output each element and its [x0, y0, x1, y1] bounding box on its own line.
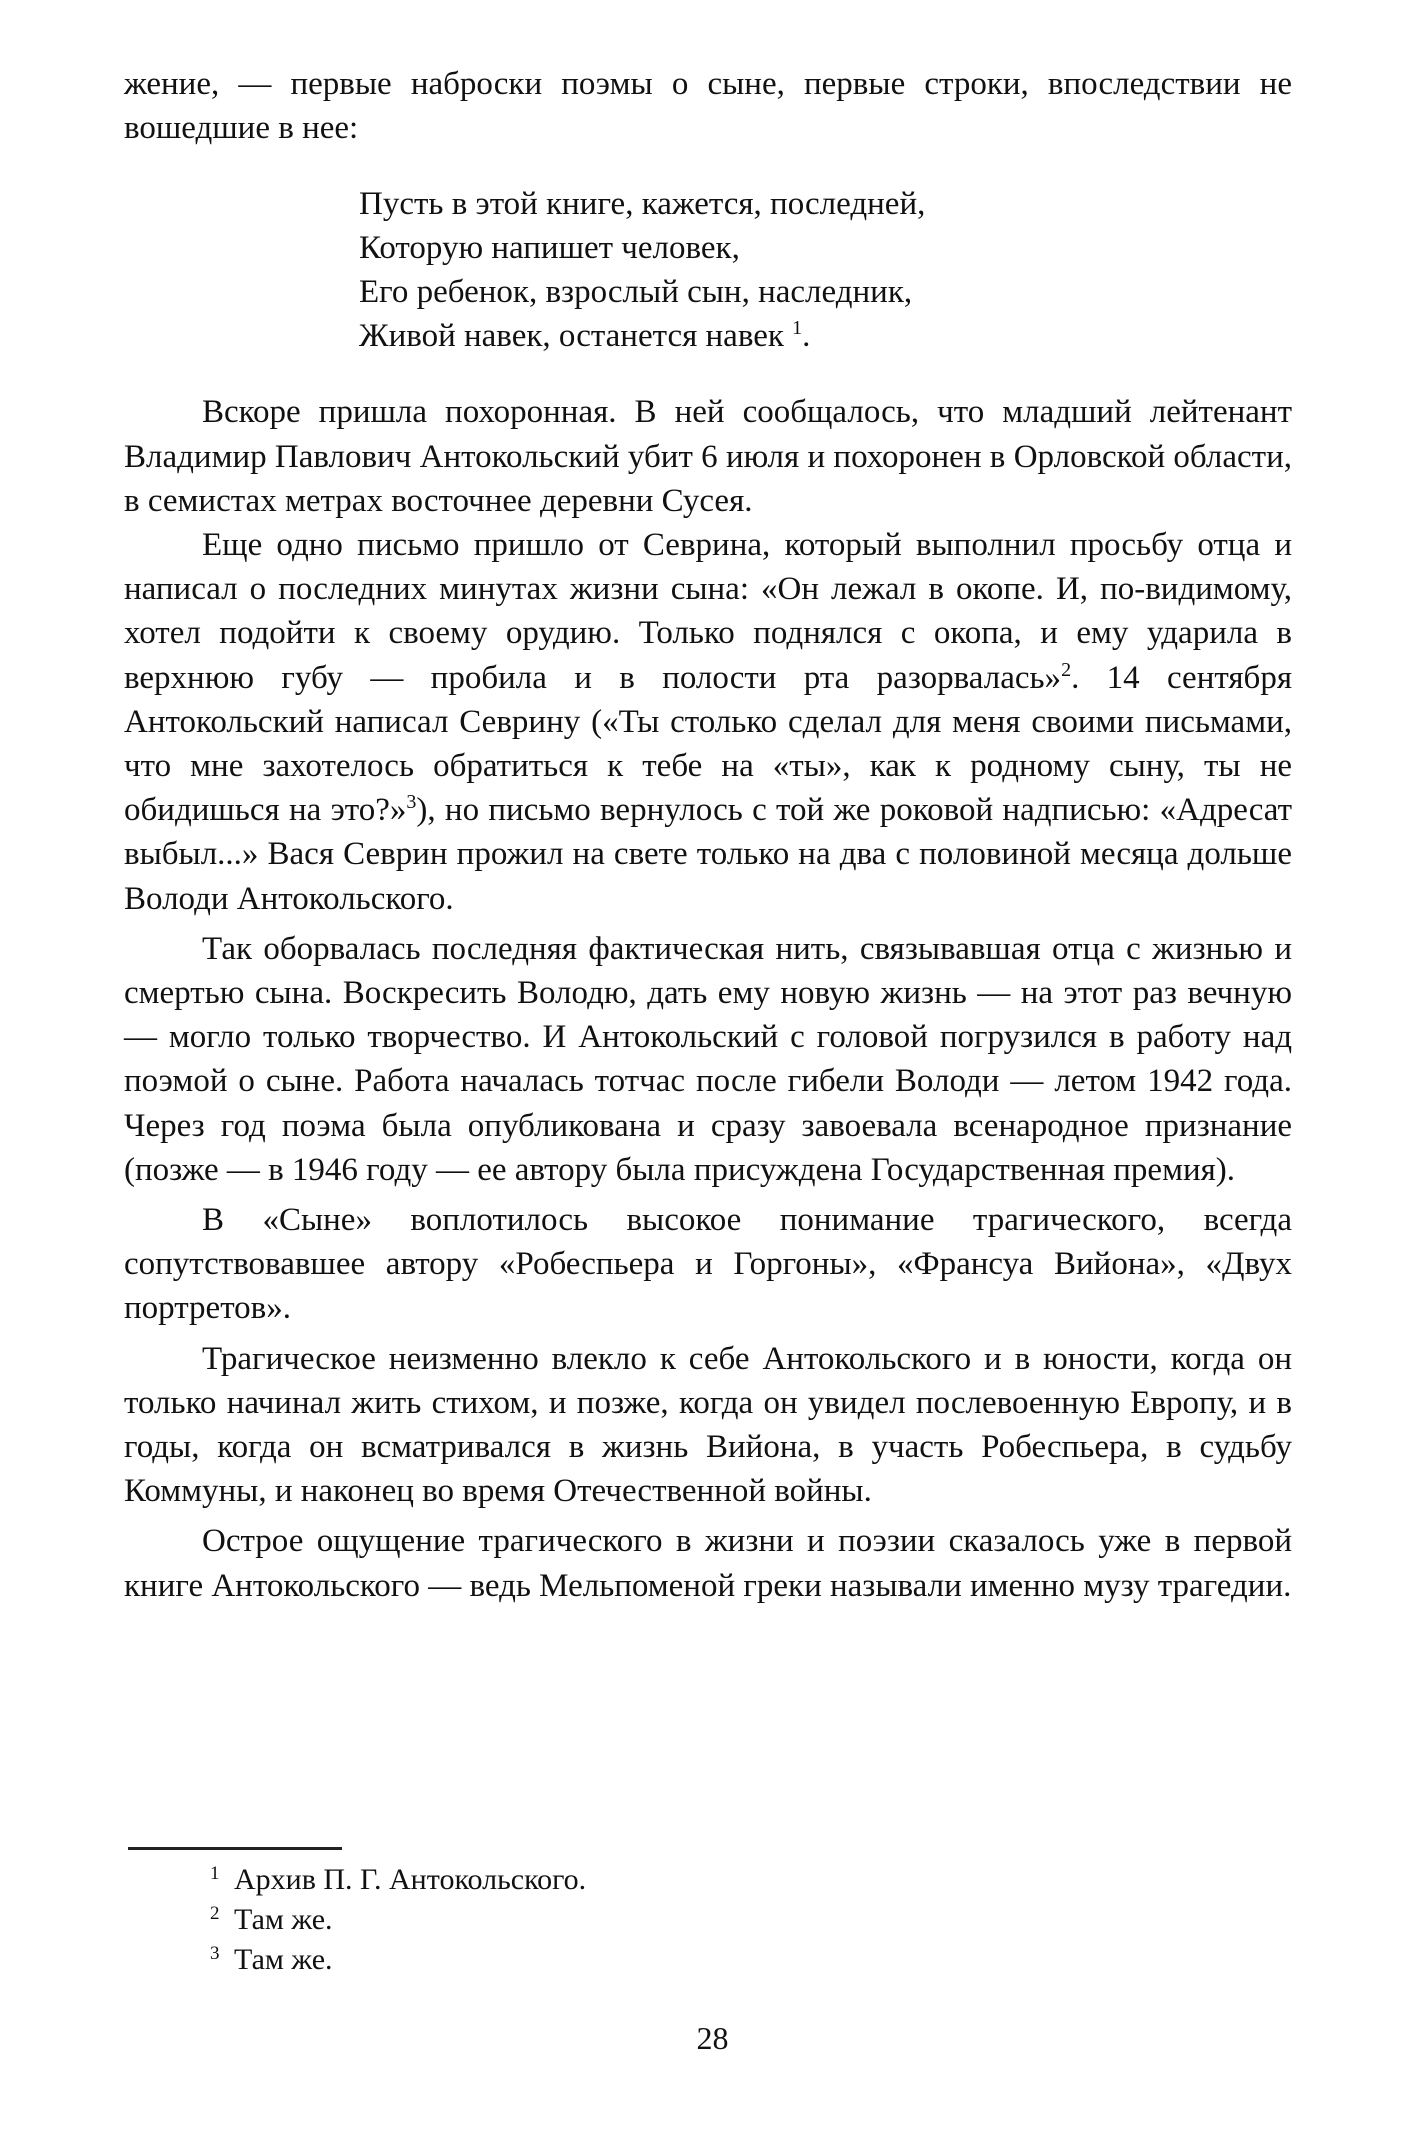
footnote-ref: 3	[406, 791, 417, 814]
paragraph-sevrin-letter	[124, 523, 1292, 921]
footnote-divider	[128, 1847, 342, 1850]
poem-line: Которую напишет человек,	[359, 230, 740, 267]
paragraph-text: . 14 сентября Антокольский написал Севрину («Ты столько сделал для меня своими письмами, что мне захотелось обратиться к тебе на «ты», как к родному сыну, ты не обидишься на это?»	[124, 659, 1293, 829]
paragraph-son-poem	[124, 1198, 1292, 1331]
paragraph-tragic	[124, 1337, 1292, 1514]
footnote-ref: 2	[1061, 658, 1072, 681]
poem-quote	[359, 182, 1292, 358]
poem-line: Пусть в этой книге, кажется, последней,	[359, 186, 926, 223]
main-text	[124, 62, 1292, 1608]
paragraph-funeral-notice	[124, 390, 1292, 523]
paragraph-text: Еще одно письмо пришло от Севрина, который выполнил просьбу отца и написал о последних минутах жизни сына: «Он лежал в окопе. И, по-видимому, хотел подойти к своему орудию. Только поднялся с окопа, и ему ударила в верхнюю губу — пробила и в полости рта разорвалась»	[124, 527, 1292, 696]
footnote-ref: 1	[792, 317, 803, 340]
footnotes	[210, 1860, 1110, 1980]
footnote-item: 1 Архив П. Г. Антокольского.	[210, 1863, 587, 1896]
page-number: 28	[696, 2020, 729, 2056]
intro-text: жение, — первые наброски поэмы о сыне, первые строки, впоследствии не вошедшие в нее:	[124, 66, 1292, 147]
poem-line-end: .	[802, 318, 811, 355]
paragraph-text: Острое ощущение трагического в жизни и поэзии сказалось уже в первой книге Антокольского — ведь Мельпоменой греки называли именно музу трагедии.	[124, 1523, 1292, 1604]
poem-line: Его ребенок, взрослый сын, наследник,	[359, 274, 913, 311]
poem-line-last	[359, 314, 1292, 358]
paragraph-melpomene	[124, 1519, 1292, 1607]
footnote-text: Там же.	[234, 1943, 333, 1976]
paragraph-text: Трагическое неизменно влекло к себе Антокольского и в юности, когда он только начинал жить стихом, и позже, когда он увидел послевоенную Европу, и в годы, когда он всматривался в жизнь Вийона, в участь Робеспьера, в судьбу Коммуны, и наконец во время Отечественной войны.	[124, 1340, 1292, 1510]
paragraph-last-thread	[124, 927, 1292, 1192]
footnote-item: 2 Там же.	[210, 1903, 333, 1936]
footnote-text: Архив П. Г. Антокольского.	[234, 1863, 587, 1896]
paragraph-text: Вскоре пришла похоронная. В ней сообщалось, что младший лейтенант Владимир Павлович Антокольский убит 6 июля и похоронен в Орловской области, в семистах метрах восточнее деревни Сусея.	[124, 394, 1292, 519]
footnote-item: 3 Там же.	[210, 1943, 333, 1976]
paragraph-text: В «Сыне» воплотилось высокое понимание трагического, всегда сопутствовавшее автору «Робеспьера и Горгоны», «Франсуа Вийона», «Двух портретов».	[124, 1202, 1292, 1327]
paragraph-text: Так оборвалась последняя фактическая нить, связывавшая отца с жизнью и смертью сына. Воскресить Володю, дать ему новую жизнь — на этот раз вечную — могло только творчество. И Антокольский с головой погрузился в работу над поэмой о сыне. Работа началась тотчас после гибели Володи — летом 1942 года. Через год поэма была опубликована и сразу завоевала всенародное признание (позже — в 1946 году — ее автору была присуждена Государственная премия).	[124, 930, 1292, 1188]
footnote-text: Там же.	[234, 1903, 333, 1936]
poem-line-text: Живой навек, останется навек	[359, 318, 784, 355]
paragraph-text: ), но письмо вернулось с той же роковой надписью: «Адресат выбыл...» Вася Севрин прожил на свете только на два с половиной месяца дольше Володи Антокольского.	[124, 792, 1292, 917]
intro-paragraph	[124, 62, 1292, 150]
